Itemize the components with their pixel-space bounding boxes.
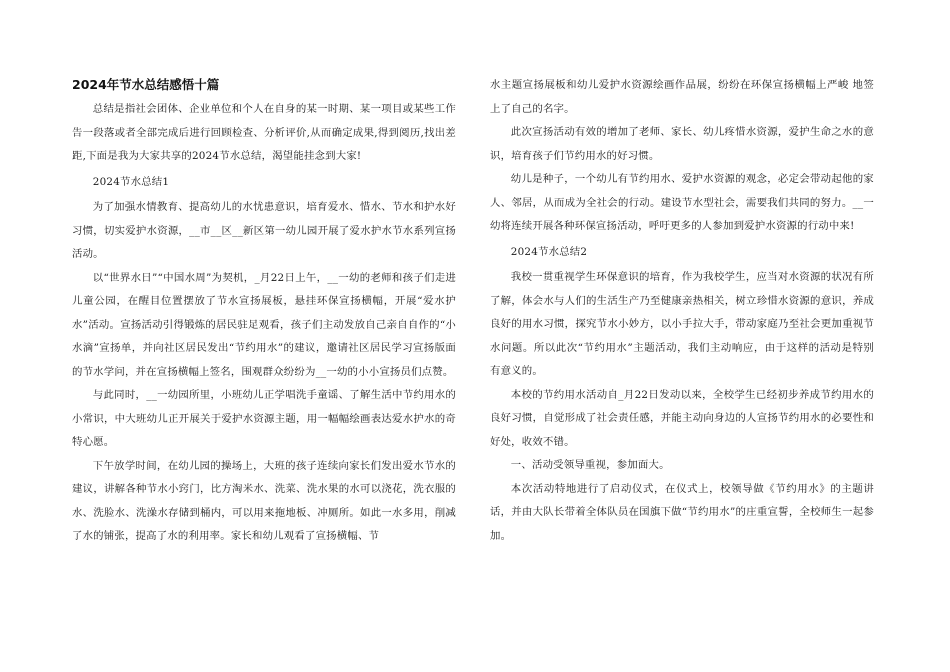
paragraph: 以“世界水日”“中国水周”为契机，_月22日上午，__一幼的老师和孩子们走进儿童公园，在醒目位置摆放了节水宣扬展板，悬挂环保宣扬横幅，开展“爱水护水”活动。宣扬活动引得锻炼的居民驻足观看，孩子们主动发放自己亲自自作的“小水滴”宣扬单，并向社区居民发出“节约用水”的建议，邀请社区居民学习宣扬版面的节水学问，并在宣扬横幅上签名，围观群众纷纷为__一幼的小小宣扬员们点赞。 [72, 271, 456, 378]
paragraph: 此次宣扬活动有效的增加了老师、家长、幼儿疼惜水资源，爱护生命之水的意识，培育孩子们节约用水的好习惯。 [490, 126, 874, 162]
paragraph: 我校一贯重视学生环保意识的培育，作为我校学生，应当对水资源的状况有所了解，体会水与人们的生活生产乃至健康亲热相关，树立珍惜水资源的意识，养成良好的用水习惯，探究节水小妙方，以小手拉大手，带动家庭乃至社会更加重视节水问题。所以此次“节约用水”主题活动，我们主动响应，由于这样的活动是特别 有意义的。 [490, 271, 896, 377]
paragraph: 本次活动特地进行了启动仪式，在仪式上，校领导做《节约用水》的主题讲话，并由大队长带着全体队员在国旗下做“节约用水”的庄重宣誓，全校师生一起参加。 [490, 482, 874, 542]
document-title: 2024年节水总结感悟十篇 [72, 77, 220, 92]
paragraph: 一、活动受领导重视，参加面大。 [510, 459, 670, 471]
paragraph: 下午放学时间，在幼儿园的操场上，大班的孩子连续向家长们发出爱水节水的建议，讲解各种节水小窍门，比方淘米水、洗菜、洗水果的水可以浇花，洗衣服的水、洗脸水、洗澡水存储到桶内，可以用来拖地板、冲厕所。如此一水多用，削减了水的铺张，提高了水的利用率。家长和幼儿观看了宣扬横幅、节 [72, 459, 456, 542]
section-heading-2: 2024节水总结2 [510, 245, 588, 258]
right-column [490, 74, 896, 548]
paragraph: 与此同时，__一幼园所里，小班幼儿正学唱洗手童谣、了解生活中节约用水的小常识，中大班幼儿正开展关于爱护水资源主题，用一幅幅绘画表达爱水护水的奇特心愿。 [72, 389, 456, 448]
section-heading-1: 2024节水总结1 [92, 175, 170, 188]
left-column [72, 74, 456, 549]
paragraph: 幼儿是种子，一个幼儿有节约用水、爱护水资源的观念，必定会带动起他的家人、邻居，从而成为全社会的行动。建设节水型社会，需要我们共同的努力。__一幼将连续开展各种环保宣扬活动，呼吁更多的人参加到爱护水资源的行动中来! [490, 173, 874, 232]
intro-paragraph: 总结是指社会团体、企业单位和个人在自身的某一时期、某一项目或某些工作告一段落或者全部完成后进行回顾检查、分析评价,从而确定成果,得到阅历,找出差距,下面是我为大家共享的2024节水总结，渴望能挂念到大家! [72, 103, 456, 162]
paragraph: 本校的节约用水活动自_月22日发动以来，全校学生已经初步养成节约用水的良好习惯，自觉形成了社会责任感，并能主动向身边的人宣扬节约用水的必要性和好处，收效不错。 [490, 388, 874, 448]
continued-paragraph: 水主题宣扬展板和幼儿爱护水资源绘画作品展，纷纷在环保宣扬横幅上严峻 地签上了自己的名字。 [490, 79, 874, 115]
paragraph: 为了加强水情教育、提高幼儿的水忧患意识，培育爱水、惜水、节水和护水好习惯，切实爱护水资源，__市__区__新区第一幼儿园开展了爱水护水节水系列宣扬活动。 [72, 201, 456, 260]
